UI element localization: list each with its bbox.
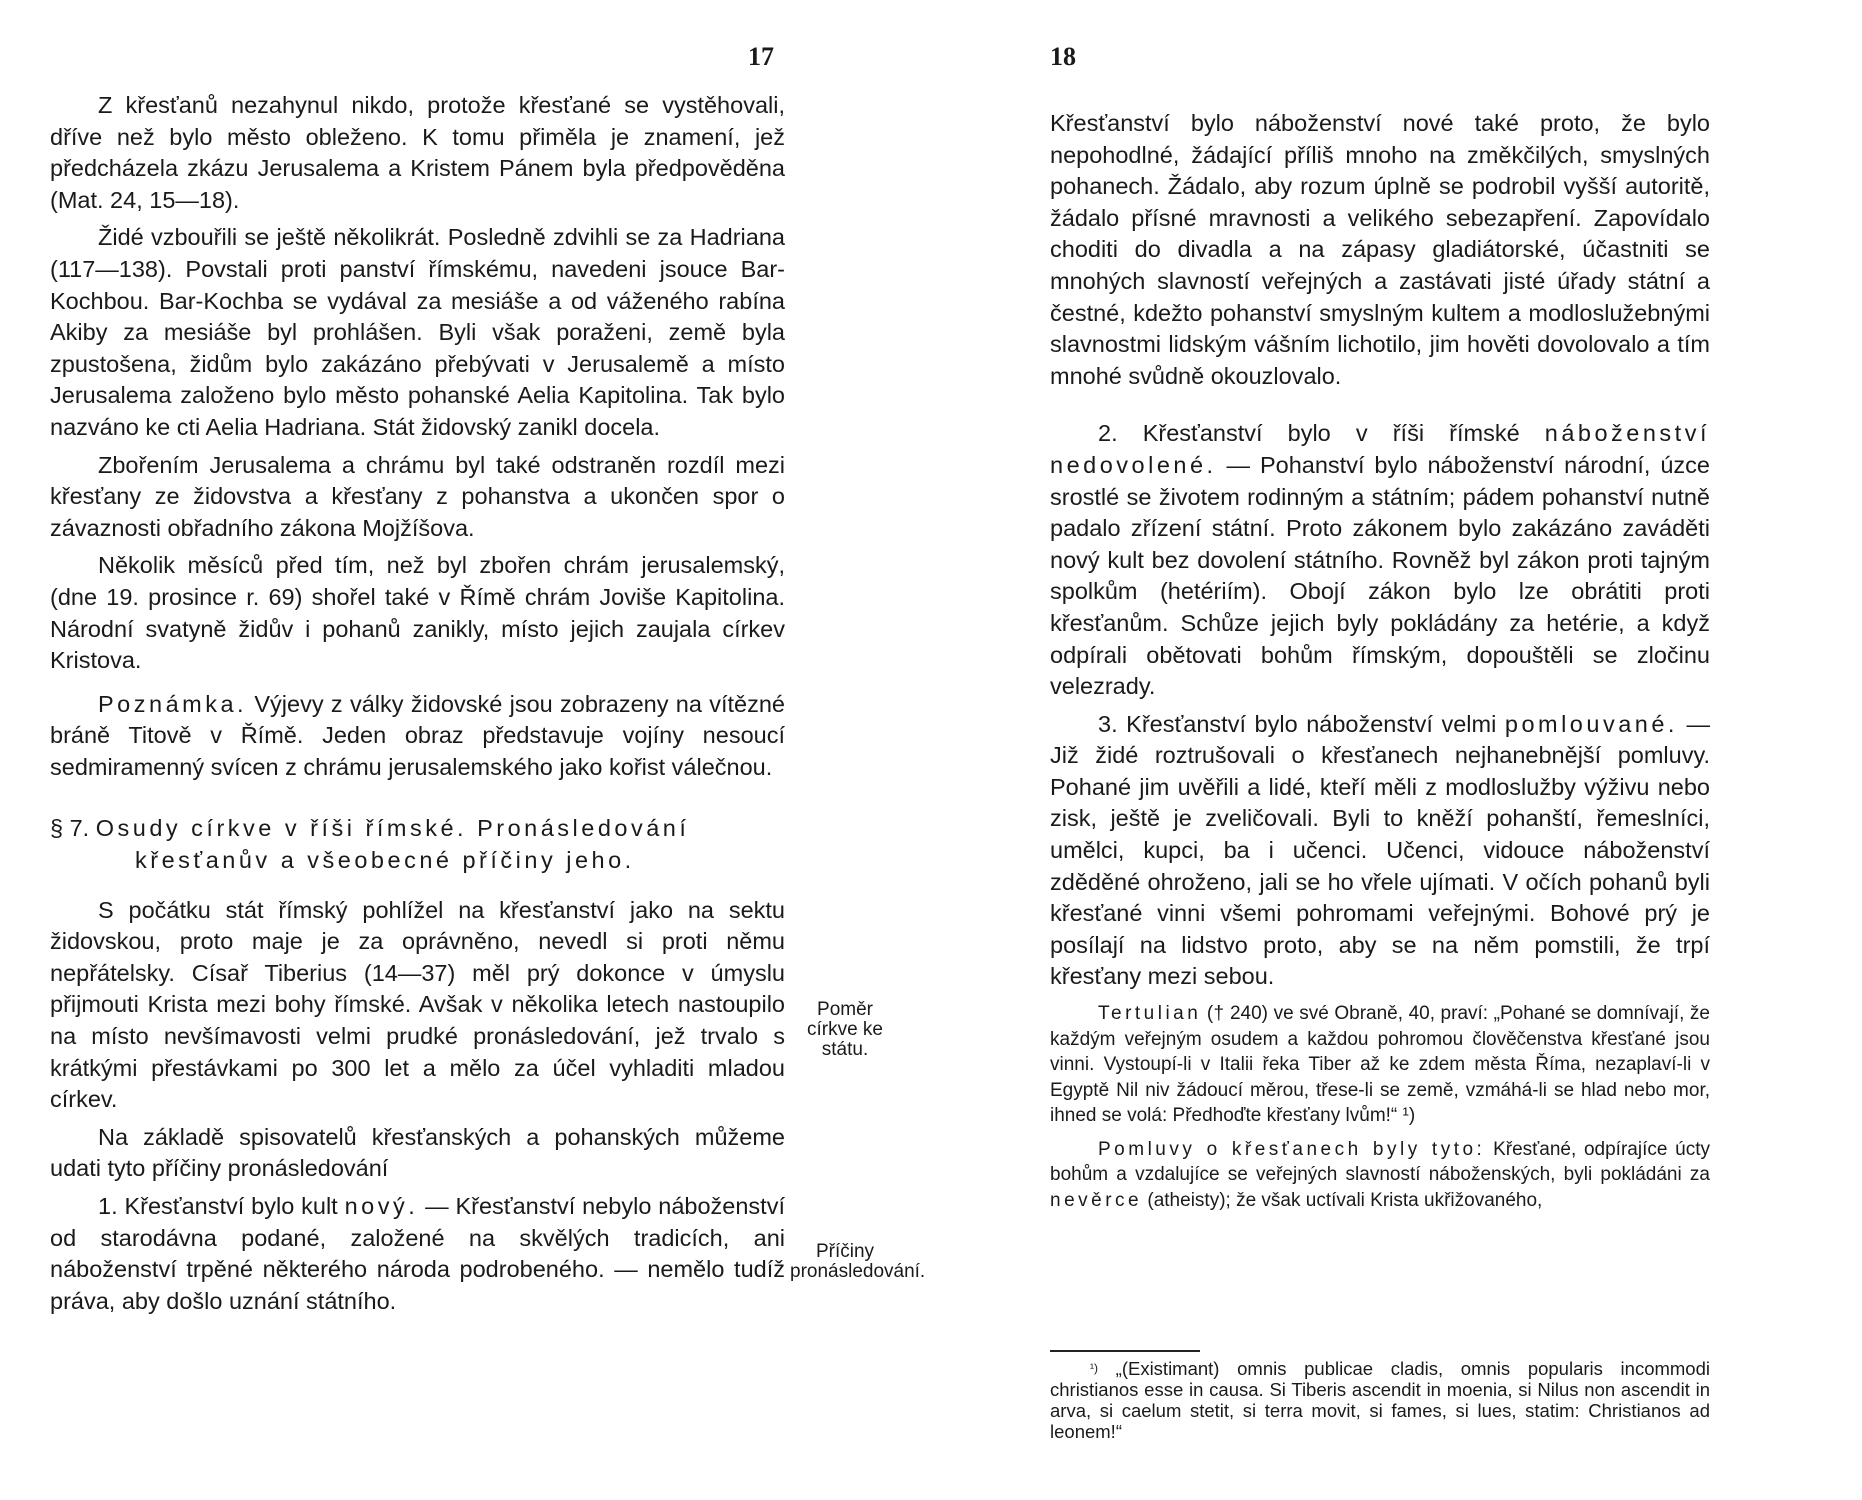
tertullian-text: († 240) ve své Obraně, 40, praví: „Pohané se domnívají, že každým veřejným osudem a každou pohromou člověčenstva křesťané jsou vinni. Vystoupí-li v Italii řeka Tiber až ke zdem města Říma, nezaplaví-li v Egyptě Nil niv žádoucí měrou, třese-li se země, vzmáhá-li se hlad nebo mor, ihned se volá: Předhoďte křesťany lvům!“ ¹) bbox=[1050, 1003, 1710, 1127]
right-text-column bbox=[1050, 108, 1710, 1213]
slanders-text-2: (atheisty); že však uctívali Krista ukřižovaného, bbox=[1142, 1189, 1543, 1211]
cause-2 bbox=[1050, 418, 1710, 702]
footnote-text: „(Existimant) omnis publicae cladis, omnis popularis incommodi christianos esse in causa. Si Tiberis ascendit in moenia, si Nilus non ascendit in arva, si caelum stetit, si terra movit, si fames, si lues, statim: Christianos ad leonem!“ bbox=[1050, 1358, 1710, 1442]
cause-2-key: náboženství nedovolené. bbox=[1050, 420, 1710, 478]
note-text: Výjevy z války židovské jsou zobrazeny na vítězné bráně Titově v Římě. Jeden obraz představuje vojíny nesoucí sedmiramenný svícen z chrámu jerusalemského jako kořist válečnou. bbox=[50, 690, 785, 780]
footnote-divider bbox=[1050, 1350, 1200, 1352]
section-number: § 7. bbox=[50, 815, 90, 842]
paragraph: Z křesťanů nezahynul nikdo, protože křesťané se vystěhovali, dříve než bylo město obleženo. K tomu přiměla je znamení, jež předcházela zkázu Jerusalema a Kristem Pánem byla předpověděna (Mat. 24, 15—18). bbox=[50, 92, 785, 213]
page-number: 17 bbox=[748, 42, 774, 71]
left-page bbox=[0, 0, 930, 1500]
cause-1-start: 1. Křesťanství bylo kult bbox=[98, 1193, 345, 1219]
cause-1-rest: — Křesťanství nebylo náboženství od starodávna podané, založené na skvělých tradicích, ani náboženství trpěné některého národa podrobeného. — nemělo tudíž práva, aby došlo uznání státního. bbox=[50, 1193, 785, 1314]
margin-note-relation: Poměr církve ke státu. bbox=[806, 999, 884, 1060]
paragraph: Několik měsíců před tím, než byl zbořen chrám jerusalemský, (dne 19. prosince r. 69) shořel také v Římě chrám Joviše Kapitolina. Národní svatyně židův i pohanů zanikly, místo jejich zaujala církev Kristova. bbox=[50, 552, 785, 674]
section-title-line-2: křesťanův a všeobecné příčiny jeho. bbox=[135, 847, 635, 874]
cause-2-rest: — Pohanství bylo náboženství národní, úzce srostlé se životem rodinným a státním; pádem pohanství nutně padalo zřízení státní. Proto zákonem bylo zakázáno zaváděti nový kult bez dovolení státního. Rovněž byl zákon proti tajným spolkům (hetériím). Obojí zákon bylo lze obrátiti proti křesťanům. Schůze jejich byly pokládány za hetérie, a když odpírali obětovati bohům římským, dopouštěli se zločinu velezrady. bbox=[1050, 451, 1710, 700]
tertullian-name: Tertulian bbox=[1098, 1003, 1202, 1025]
cause-2-start: 2. Křesťanství bylo v říši římské bbox=[1098, 420, 1545, 447]
margin-note-causes: Příčiny pronásledování. bbox=[790, 1241, 926, 1282]
paragraph-causes: Na základě spisovatelů křesťanských a pohanských můžeme udati tyto příčiny pronásledování bbox=[50, 1123, 785, 1182]
section-heading bbox=[50, 813, 785, 876]
right-page bbox=[930, 0, 1862, 1500]
slanders-label: Pomluvy o křesťanech byly tyto: bbox=[1098, 1138, 1486, 1160]
tertullian-quote bbox=[1050, 1001, 1710, 1129]
paragraph-new: Křesťanství bylo náboženství nové také proto, že bylo nepohodlné, žádající příliš mnoho na změkčilých, smyslných pohanech. Žádalo, aby rozum úplně se podrobil vyšší autoritě, žádalo přísné mravnosti a velikého sebezapření. Zapovídalo choditi do divadla a na zápasy gladiátorské, účastniti se mnohých slavností veřejných a zastávati jisté úřady státní a čestné, kdežto pohanství smyslným kultem a modloslužebnými slavnostmi lidským vášním lichotilo, jim hověti dovolovalo a tím mnohé svůdně okouzlovalo. bbox=[1050, 110, 1710, 389]
note-paragraph bbox=[50, 689, 785, 784]
paragraph-relation: S počátku stát římský pohlížel na křesťanství jako na sektu židovskou, proto maje je za oprávněno, nevedl si proti němu nepřátelsky. Císař Tiberius (14—37) měl prý dokonce v úmyslu přijmouti Krista mezi bohy římské. Avšak v několika letech nastoupilo na místo nevšímavosti velmi prudké pronásledování, jež trvalo s krátkými přestávkami po 300 let a mělo za účel vyhladiti mladou církev. bbox=[50, 896, 785, 1113]
cause-3-start: 3. Křesťanství bylo náboženství velmi bbox=[1098, 710, 1505, 737]
slanders-text-1: Křesťané, odpírajíce úcty bohům a vzdalujíce se veřejných slavností náboženských, byli pokládáni za bbox=[1050, 1138, 1711, 1186]
paragraph: Zbořením Jerusalema a chrámu byl také odstraněn rozdíl mezi křesťany ze židovstva a křesťany z pohanstva a ukončen spor o závaznosti obřadního zákona Mojžíšova. bbox=[50, 451, 785, 541]
note-label: Poznámka. bbox=[98, 690, 248, 717]
cause-3-key: pomlouvané. bbox=[1504, 710, 1678, 737]
cause-3 bbox=[1050, 709, 1710, 993]
section-title-line-1: Osudy církve v říši římské. Pronásledování bbox=[95, 815, 690, 842]
footnote bbox=[1050, 1358, 1710, 1442]
cause-1-key: nový. bbox=[344, 1193, 419, 1219]
slanders-key: nevěrce bbox=[1050, 1189, 1143, 1211]
footnote-marker: ¹) bbox=[1090, 1361, 1098, 1375]
paragraph: Židé vzbouřili se ještě několikrát. Posledně zdvihli se za Hadriana (117—138). Povstali proti panství římskému, navedeni jsouce Bar-Kochbou. Bar-Kochba se vydával za mesiáše a od váženého rabína Akiby za mesiáše byl prohlášen. Byli však poraženi, země byla zpustošena, židům bylo zakázáno přebývati v Jerusalemě a místo Jerusalema založeno bylo město pohanské Aelia Kapitolina. Tak bylo nazváno ke cti Aelia Hadriana. Stát židovský zanikl docela. bbox=[50, 224, 785, 440]
page-number: 18 bbox=[1050, 42, 1076, 71]
left-text-column bbox=[50, 90, 785, 1317]
cause-3-rest: — Již židé roztrušovali o křesťanech nejhanebnější pomluvy. Pohané jim uvěřili a lidé, kteří měli z modloslužby výživu nebo zisk, ještě je zveličovali. Byli to kněží pohanští, řemeslníci, umělci, kupci, ba i učenci. Učenci, vidouce náboženství zděděné ohroženo, jali se ho vřele ujímati. V očích pohanů byli křesťané vinni všemi pohromami veřejnými. Bohové prý je posílají na lidstvo proto, aby se na něm pomstili, že trpí křesťany mezi sebou. bbox=[1050, 710, 1711, 990]
slanders-paragraph bbox=[1050, 1137, 1710, 1214]
cause-1 bbox=[50, 1191, 785, 1317]
